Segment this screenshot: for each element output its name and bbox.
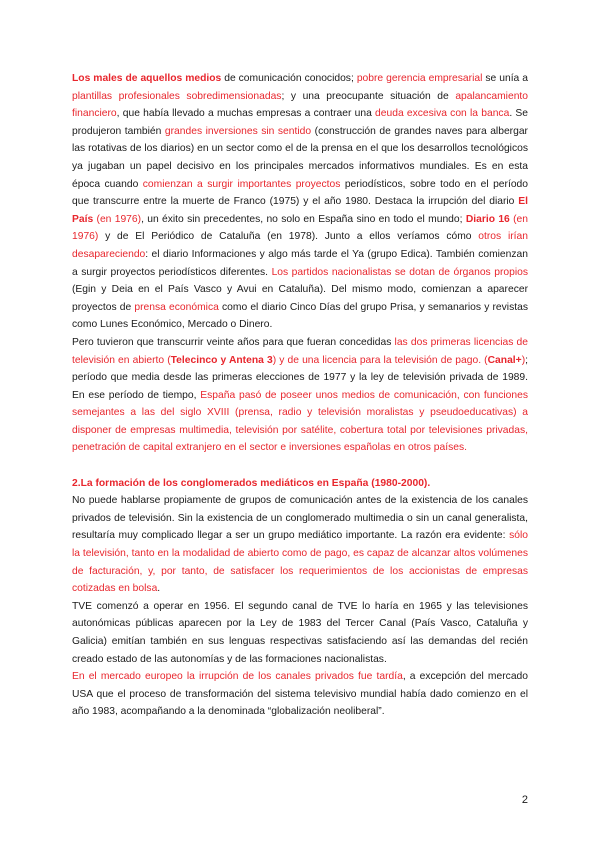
highlight: grandes inversiones sin sentido (164, 125, 312, 137)
highlight: (en 1976) (93, 213, 142, 225)
emphasis: Diario 16 (465, 213, 510, 225)
highlight: ) (521, 354, 526, 366)
text: TVE comenzó a operar en 1956. El segundo canal de TVE lo haría en 1965 y las televisiones autonómicas públicas aparecen por la Ley de 1983 del Tercer Canal (País Vasco, Cataluña y Galicia) emitían también en sus lenguas respectivas satisfaciendo así las demandas del recién creado estado de las autonomías y de las formaciones nacionalistas. (72, 600, 528, 665)
highlight: las dos primeras licencias de televisión en abierto ( (72, 336, 528, 366)
text: . Se produjeron también (72, 108, 528, 137)
highlight: prensa económica (134, 301, 219, 313)
text: como el diario Cinco Días del grupo Prisa, y semanarios y revistas como Lunes Económico, Mercado o Dinero. (72, 301, 528, 331)
highlight: sólo la televisión, tanto en la modalidad de abierto como de pago, es capaz de alcanzar altos volúmenes de facturación, y, por tanto, de satisfacer los requerimientos de los accionistas de empresas cotizadas en bolsa (72, 530, 528, 595)
highlight: España pasó de poseer unos medios de comunicación, con funciones semejantes a las del siglo XVIII (prensa, radio y televisión moralistas y pseudoeducativas) a disponer de empresas multimedia, televisión por satélite, cobertura total por televisiones privadas, penetración de capital extranjero en el sector e inversiones españolas en otros países. (72, 389, 528, 454)
highlight: deuda excesiva con la banca (375, 108, 510, 120)
text: : el diario Informaciones y algo más tarde el Ya (grupo Edica). También comienzan a surgir proyectos periodísticos diferentes. (72, 248, 528, 278)
text: de comunicación conocidos; (221, 73, 357, 84)
highlight: ) y de una licencia para la televisión de pago. ( (272, 354, 488, 366)
highlight: plantillas profesionales sobredimensionadas (72, 90, 282, 102)
text: No puede hablarse propiamente de grupos de comunicación antes de la existencia de los canales privados de televisión. Sin la existencia de un conglomerado multimedia o sin un canal generalista, resultaría muy complicado llegar a ser un grupo mediático importante. La razón era evidente: (72, 495, 528, 542)
paragraph-press-problems (72, 70, 528, 334)
paragraph-european-market (72, 668, 528, 721)
text: ; período que media desde las primeras elecciones de 1977 y la ley de televisión privada de 1989. En ese período de tiempo, (72, 354, 528, 401)
highlight: Los partidos nacionalistas se dotan de órganos propios (271, 266, 528, 278)
emphasis: Los males de aquellos medios (72, 73, 222, 84)
text: . (157, 583, 161, 595)
section-heading: 2.La formación de los conglomerados mediáticos en España (1980-2000). (72, 477, 431, 489)
highlight: apalancamiento financiero (72, 90, 529, 120)
text: , a excepción del mercado USA que el proceso de transformación del sistema televisivo mundial había dado comienzo en el año 1983, acompañando a la denominada “globalización neoliberal”. (72, 671, 528, 718)
text: (Egin y Deia en el País Vasco y Avui en Cataluña). Del mismo modo, comienzan a aparecer proyectos de (72, 284, 528, 313)
text: y de El Periódico de Cataluña (en 1978). Junto a ellos veríamos cómo (98, 231, 479, 243)
text: Pero tuvieron que transcurrir veinte años para que fueran concedidas (72, 336, 395, 348)
emphasis: El País (72, 196, 528, 225)
text: ; y una preocupante situación de (281, 90, 456, 102)
text: , un éxito sin precedentes, no solo en España sino en todo el mundo; (141, 213, 466, 225)
emphasis: Telecinco y Antena 3 (170, 354, 273, 366)
text: periodísticos, sobre todo en el período que transcurre entre la muerte de Franco (1975) y el año 1980. Destaca la irrupción del diario (72, 178, 529, 208)
highlight: (en 1976) (72, 213, 529, 243)
highlight: comienzan a surgir importantes proyectos (142, 178, 341, 190)
paragraph-tve-history (72, 598, 528, 668)
paragraph-tv-licences (72, 334, 528, 457)
paragraph-media-groups (72, 492, 528, 598)
text: (construcción de grandes naves para albergar las rotativas de los diarios) en un sector como el de la prensa en el que los desarrollos tecnológicos ya jugaban un papel decisivo en los principales mercados informativos mundiales. Es en esta época cuando (72, 125, 528, 190)
highlight: En el mercado europeo la irrupción de los canales privados fue tardía (72, 671, 403, 683)
highlight: otros irían desapareciendo (72, 231, 528, 260)
emphasis: Canal+ (487, 354, 522, 366)
text: , que había llevado a muchas empresas a contraer una (116, 108, 376, 120)
highlight: pobre gerencia empresarial (356, 73, 483, 84)
text: se unía a (482, 73, 528, 84)
body-text (72, 70, 528, 721)
page-number: 2 (521, 794, 528, 806)
